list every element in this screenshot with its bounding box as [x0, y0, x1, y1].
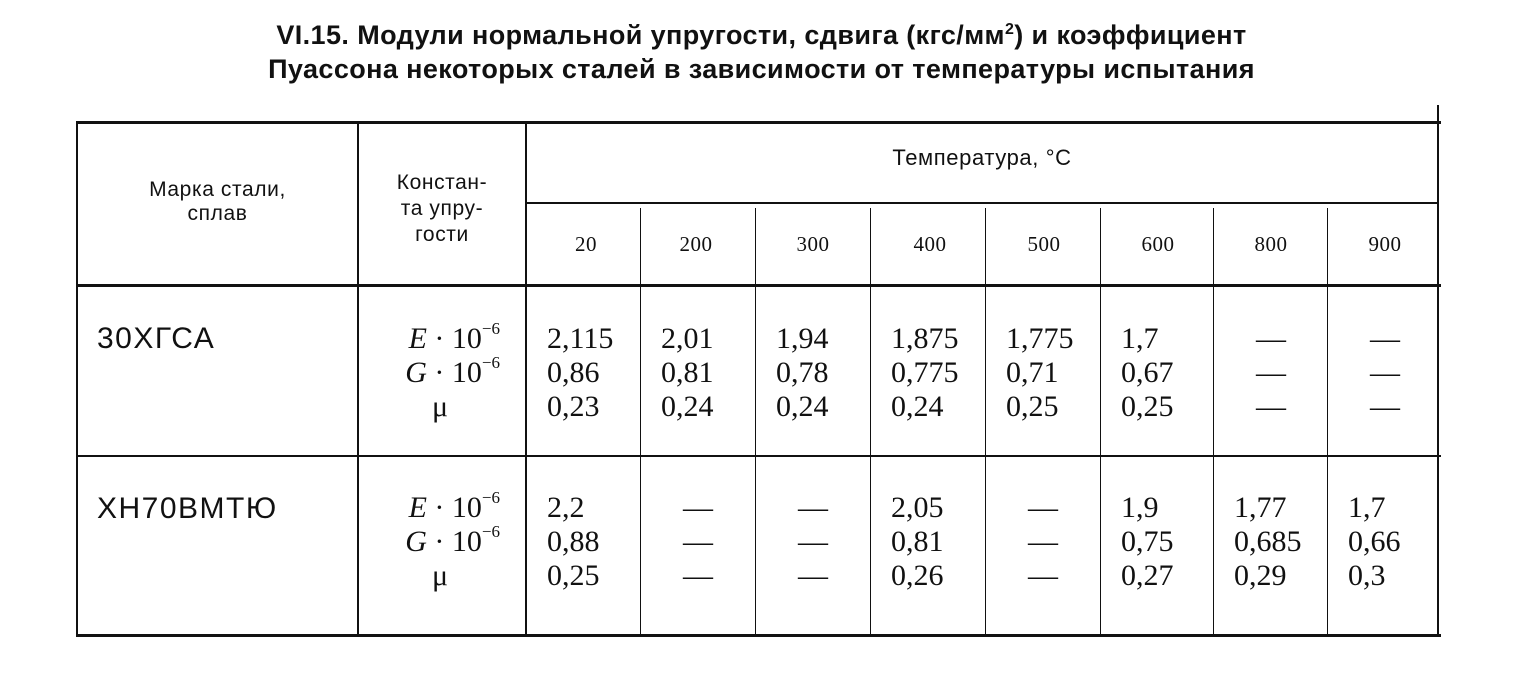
value-text: 2,05 [891, 491, 944, 524]
value-text: 0,25 [547, 559, 600, 592]
value-cell [527, 491, 641, 593]
value-text: 0,3 [1348, 559, 1386, 592]
value-text: 0,685 [1234, 525, 1302, 558]
header-bottom-rule [76, 284, 1441, 287]
value-text: 1,875 [891, 322, 959, 355]
value-cell [1328, 491, 1442, 593]
value-cell [641, 491, 755, 593]
value-text: 1,7 [1348, 491, 1386, 524]
value-text: 2,115 [547, 322, 614, 355]
value-cell [1101, 322, 1215, 424]
temp-20: 20 [575, 232, 597, 256]
value-text: — [1028, 491, 1058, 524]
value-text: 0,25 [1121, 390, 1174, 423]
value-cell [986, 322, 1100, 424]
value-text: — [1370, 322, 1400, 355]
value-cell [871, 322, 985, 424]
value-text: 0,81 [891, 525, 944, 558]
value-text: — [798, 525, 828, 558]
value-text: — [1256, 356, 1286, 389]
temp-800: 800 [1254, 232, 1288, 256]
value-text: 0,25 [1006, 390, 1059, 423]
title-line-1: VI.15. Модули нормальной упругости, сдвига $(кгс/мм^2)$ и коэффициент [276, 20, 1247, 50]
constant-symbols: $E \cdot 10^{-6}$ $G \cdot 10^{-6}$ μ [405, 488, 500, 592]
value-text: — [1256, 390, 1286, 423]
value-text: 1,94 [776, 322, 829, 355]
value-text: 0,24 [661, 390, 714, 423]
value-cell [756, 322, 870, 424]
value-text: — [1028, 525, 1058, 558]
value-text: 0,27 [1121, 559, 1174, 592]
value-text: 0,78 [776, 356, 829, 389]
temperature-header: Температура, °С [892, 145, 1072, 170]
value-text: 2,2 [547, 491, 585, 524]
value-text: 0,81 [661, 356, 714, 389]
value-text: — [1256, 322, 1286, 355]
value-text: 0,24 [776, 390, 829, 423]
value-cell [756, 491, 870, 593]
temp-300: 300 [796, 232, 830, 256]
steel-grade: 30ХГСА [97, 322, 216, 355]
value-text: 1,77 [1234, 491, 1287, 524]
grade-column-border [357, 121, 359, 637]
value-text: — [798, 559, 828, 592]
value-text: 0,67 [1121, 356, 1174, 389]
table-top-rule [76, 121, 1441, 124]
temp-200: 200 [679, 232, 713, 256]
value-text: 0,71 [1006, 356, 1059, 389]
temperature-subheader-rule [525, 202, 1438, 204]
value-text: — [1370, 356, 1400, 389]
constant-column-header: Констан- та упру- гости [396, 171, 488, 246]
value-text: 0,75 [1121, 525, 1174, 558]
value-cell [1101, 491, 1215, 593]
value-text: 0,66 [1348, 525, 1401, 558]
table-bottom-rule [76, 634, 1441, 637]
value-text: 0,29 [1234, 559, 1287, 592]
value-text: 0,86 [547, 356, 600, 389]
temp-900: 900 [1368, 232, 1402, 256]
temp-600: 600 [1141, 232, 1175, 256]
value-cell [986, 491, 1100, 593]
row-separator-rule [76, 455, 1441, 457]
value-text: 0,88 [547, 525, 600, 558]
value-text: 1,7 [1121, 322, 1159, 355]
value-cell [1214, 322, 1328, 424]
steel-grade: ХН70ВМТЮ [97, 492, 278, 525]
temp-400: 400 [913, 232, 947, 256]
value-text: — [1370, 390, 1400, 423]
value-text: — [1028, 559, 1058, 592]
value-text: 0,26 [891, 559, 944, 592]
value-cell [1328, 322, 1442, 424]
value-cell [527, 322, 641, 424]
grade-column-header: Марка стали, сплав [149, 178, 286, 225]
value-text: — [683, 491, 713, 524]
title-line-2: Пуассона некоторых сталей в зависимости от температуры испытания [268, 54, 1255, 84]
value-text: 0,23 [547, 390, 600, 423]
value-cell [641, 322, 755, 424]
value-text: 0,775 [891, 356, 959, 389]
value-cell [1214, 491, 1328, 593]
temp-500: 500 [1027, 232, 1061, 256]
value-text: 1,775 [1006, 322, 1074, 355]
value-text: — [683, 525, 713, 558]
value-text: — [683, 559, 713, 592]
value-text: — [798, 491, 828, 524]
value-cell [871, 491, 985, 593]
constant-symbols: $E \cdot 10^{-6}$ $G \cdot 10^{-6}$ μ [405, 319, 500, 423]
value-text: 2,01 [661, 322, 714, 355]
value-text: 0,24 [891, 390, 944, 423]
value-text: 1,9 [1121, 491, 1159, 524]
